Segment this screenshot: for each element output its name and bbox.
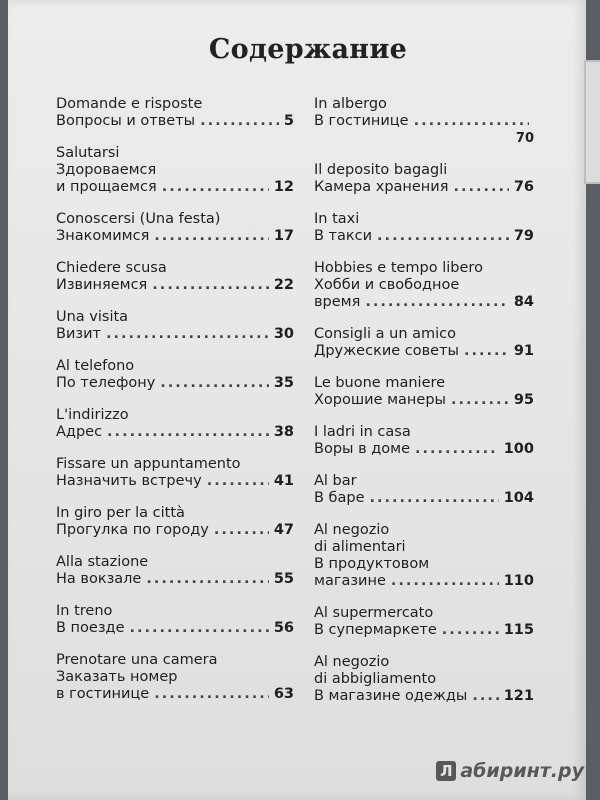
toc-entry-italian: Al supermercato bbox=[314, 605, 434, 621]
toc-entry bbox=[314, 424, 534, 458]
toc-entry-russian: В гостинице bbox=[314, 113, 409, 129]
toc-entry-russian: в гостинице bbox=[56, 686, 150, 702]
dot-leader bbox=[200, 113, 279, 130]
toc-column-right bbox=[314, 96, 534, 720]
toc-entry-italian: In giro per la città bbox=[56, 505, 185, 521]
toc-entry bbox=[314, 211, 534, 245]
page-number: 56 bbox=[273, 620, 294, 636]
toc-entry bbox=[314, 654, 534, 705]
toc-entry-leader-line bbox=[56, 375, 294, 392]
dot-leader bbox=[152, 277, 269, 294]
dot-leader bbox=[214, 522, 269, 539]
dot-leader bbox=[414, 113, 529, 130]
toc-entry bbox=[314, 260, 534, 311]
page-number: 30 bbox=[273, 326, 294, 342]
toc-entry bbox=[314, 473, 534, 507]
page-number: 84 bbox=[513, 294, 534, 310]
toc-entry-leader-line bbox=[314, 228, 534, 245]
dot-leader bbox=[377, 228, 509, 245]
toc-entry-leader-line bbox=[56, 113, 294, 130]
toc-entry-italian: In taxi bbox=[314, 211, 360, 227]
toc-entry bbox=[314, 96, 534, 147]
toc-entry bbox=[56, 145, 294, 196]
toc-entry-russian: В поезде bbox=[56, 620, 125, 636]
page-number: 70 bbox=[515, 131, 534, 146]
book-page bbox=[8, 0, 586, 800]
toc-entry-italian: Al bar bbox=[314, 473, 357, 489]
toc-entry-leader-line bbox=[56, 326, 294, 343]
page-number: 76 bbox=[513, 179, 534, 195]
toc-entry-leader-line bbox=[56, 277, 294, 294]
page-number: 100 bbox=[503, 441, 534, 457]
toc-entry bbox=[56, 96, 294, 130]
toc-entry-russian: Хорошие манеры bbox=[314, 392, 446, 408]
toc-entry bbox=[56, 554, 294, 588]
toc-entry-russian: Здороваемся bbox=[56, 162, 157, 178]
toc-entry bbox=[56, 309, 294, 343]
page-number: 115 bbox=[503, 622, 534, 638]
toc-entry-russian: Дружеские советы bbox=[314, 343, 459, 359]
toc-column-left bbox=[56, 96, 294, 718]
toc-entry-russian: и прощаемся bbox=[56, 179, 157, 195]
watermark bbox=[436, 760, 584, 782]
toc-entry-italian: di alimentari bbox=[314, 539, 406, 555]
dot-leader bbox=[162, 179, 269, 196]
toc-entry-leader-line bbox=[56, 228, 294, 245]
toc-entry-leader-line bbox=[56, 179, 294, 196]
dot-leader bbox=[365, 294, 508, 311]
page-number: 104 bbox=[503, 490, 534, 506]
toc-entry-russian: В продуктовом bbox=[314, 556, 430, 572]
toc-entry-russian: Адрес bbox=[56, 424, 103, 440]
watermark-text: абиринт.ру bbox=[460, 760, 584, 782]
toc-entry-leader-line bbox=[314, 573, 534, 590]
toc-entry-italian: Prenotare una camera bbox=[56, 652, 218, 668]
toc-entry-italian: Domande e risposte bbox=[56, 96, 203, 112]
toc-entry-leader-line bbox=[314, 179, 534, 196]
toc-entry-leader-line bbox=[314, 622, 534, 639]
page-title: Содержание bbox=[208, 34, 408, 65]
toc-entry-italian: Al negozio bbox=[314, 522, 390, 538]
toc-entry bbox=[314, 605, 534, 639]
toc-entry-leader-line bbox=[56, 473, 294, 490]
toc-entry-russian: Воры в доме bbox=[314, 441, 410, 457]
dot-leader bbox=[107, 424, 269, 441]
toc-entry-russian: На вокзале bbox=[56, 571, 142, 587]
toc-entry-russian: Хобби и свободное bbox=[314, 277, 460, 293]
page-number: 5 bbox=[283, 113, 294, 129]
toc-entry-russian: Заказать номер bbox=[56, 669, 178, 685]
toc-entry-russian: магазине bbox=[314, 573, 386, 589]
toc-entry-italian: Il deposito bagagli bbox=[314, 162, 448, 178]
toc-entry-italian: Chiedere scusa bbox=[56, 260, 167, 276]
toc-entry bbox=[56, 358, 294, 392]
toc-entry-leader-line bbox=[314, 688, 534, 705]
page-number: 121 bbox=[503, 688, 534, 704]
toc-entry-leader-line bbox=[314, 294, 534, 311]
toc-entry-leader-line bbox=[314, 490, 534, 507]
adjacent-page-edge bbox=[584, 60, 600, 184]
toc-entry-italian: I ladri in casa bbox=[314, 424, 411, 440]
toc-entry-russian: В такси bbox=[314, 228, 373, 244]
dot-leader bbox=[154, 686, 269, 703]
page-number: 47 bbox=[273, 522, 294, 538]
dot-leader bbox=[442, 622, 499, 639]
page-number: 91 bbox=[513, 343, 534, 359]
dot-leader bbox=[160, 375, 269, 392]
toc-entry-leader-line bbox=[314, 441, 534, 458]
page-number: 38 bbox=[273, 424, 294, 440]
labirint-logo-icon: Л bbox=[436, 761, 456, 781]
toc-entry-italian: In albergo bbox=[314, 96, 387, 112]
toc-entry bbox=[314, 522, 534, 590]
toc-entry-italian: Consigli a un amico bbox=[314, 326, 457, 342]
page-number: 55 bbox=[273, 571, 294, 587]
dot-leader bbox=[154, 228, 269, 245]
toc-entry-russian: В супермаркете bbox=[314, 622, 437, 638]
toc-entry-russian: По телефону bbox=[56, 375, 156, 391]
toc-entry-italian: Conoscersi (Una festa) bbox=[56, 211, 221, 227]
dot-leader bbox=[453, 179, 508, 196]
toc-entry-russian: Извиняемся bbox=[56, 277, 148, 293]
toc-entry-russian: Прогулка по городу bbox=[56, 522, 209, 538]
toc-entry bbox=[56, 211, 294, 245]
dot-leader bbox=[106, 326, 269, 343]
toc-entry-italian: di abbigliamento bbox=[314, 671, 437, 687]
toc-entry bbox=[314, 162, 534, 196]
toc-entry-italian: Le buone maniere bbox=[314, 375, 446, 391]
toc-entry-russian: Знакомимся bbox=[56, 228, 150, 244]
toc-entry bbox=[56, 456, 294, 490]
toc-entry-russian: Вопросы и ответы bbox=[56, 113, 196, 129]
toc-entry-italian: Hobbies e tempo libero bbox=[314, 260, 483, 276]
toc-entry-leader-line bbox=[314, 343, 534, 360]
toc-entry-russian: В магазине одежды bbox=[314, 688, 468, 704]
page-number: 41 bbox=[273, 473, 294, 489]
dot-leader bbox=[146, 571, 268, 588]
page-number: 12 bbox=[273, 179, 294, 195]
toc-entry-italian: L'indirizzo bbox=[56, 407, 129, 423]
toc-entry-italian: Al telefono bbox=[56, 358, 135, 374]
page-number: 63 bbox=[273, 686, 294, 702]
dot-leader bbox=[464, 343, 509, 360]
toc-entry-leader-line bbox=[56, 522, 294, 539]
dot-leader bbox=[415, 441, 499, 458]
toc-entry-russian: В баре bbox=[314, 490, 365, 506]
toc-entry bbox=[56, 260, 294, 294]
page-number: 22 bbox=[273, 277, 294, 293]
dot-leader bbox=[130, 620, 269, 637]
toc-entry bbox=[314, 326, 534, 360]
dot-leader bbox=[451, 392, 509, 409]
toc-entry-leader-line bbox=[56, 424, 294, 441]
toc-entry-italian: Al negozio bbox=[314, 654, 390, 670]
toc-entry-russian: Назначить встречу bbox=[56, 473, 202, 489]
toc-entry-russian: Визит bbox=[56, 326, 101, 342]
dot-leader bbox=[370, 490, 499, 507]
toc-entry-russian: время bbox=[314, 294, 361, 310]
toc-entry bbox=[56, 505, 294, 539]
page-number: 110 bbox=[503, 573, 534, 589]
toc-entry bbox=[56, 407, 294, 441]
toc-entry-leader-line bbox=[56, 571, 294, 588]
dot-leader bbox=[472, 688, 498, 705]
toc-entry-italian: Alla stazione bbox=[56, 554, 149, 570]
toc-entry-russian: Камера хранения bbox=[314, 179, 449, 195]
toc-entry-italian: In treno bbox=[56, 603, 113, 619]
dot-leader bbox=[391, 573, 499, 590]
toc-entry-italian: Salutarsi bbox=[56, 145, 120, 161]
toc-entry-leader-line bbox=[314, 113, 534, 130]
toc-entry-leader-line bbox=[56, 686, 294, 703]
page-number: 35 bbox=[273, 375, 294, 391]
toc-entry bbox=[56, 652, 294, 703]
toc-entry-italian: Una visita bbox=[56, 309, 129, 325]
toc-entry bbox=[314, 375, 534, 409]
page-number: 95 bbox=[513, 392, 534, 408]
dot-leader bbox=[207, 473, 269, 490]
toc-entry-italian: Fissare un appuntamento bbox=[56, 456, 241, 472]
page-number: 17 bbox=[273, 228, 294, 244]
toc-entry bbox=[56, 603, 294, 637]
page-number: 79 bbox=[513, 228, 534, 244]
toc-entry-leader-line bbox=[56, 620, 294, 637]
toc-entry-leader-line bbox=[314, 392, 534, 409]
